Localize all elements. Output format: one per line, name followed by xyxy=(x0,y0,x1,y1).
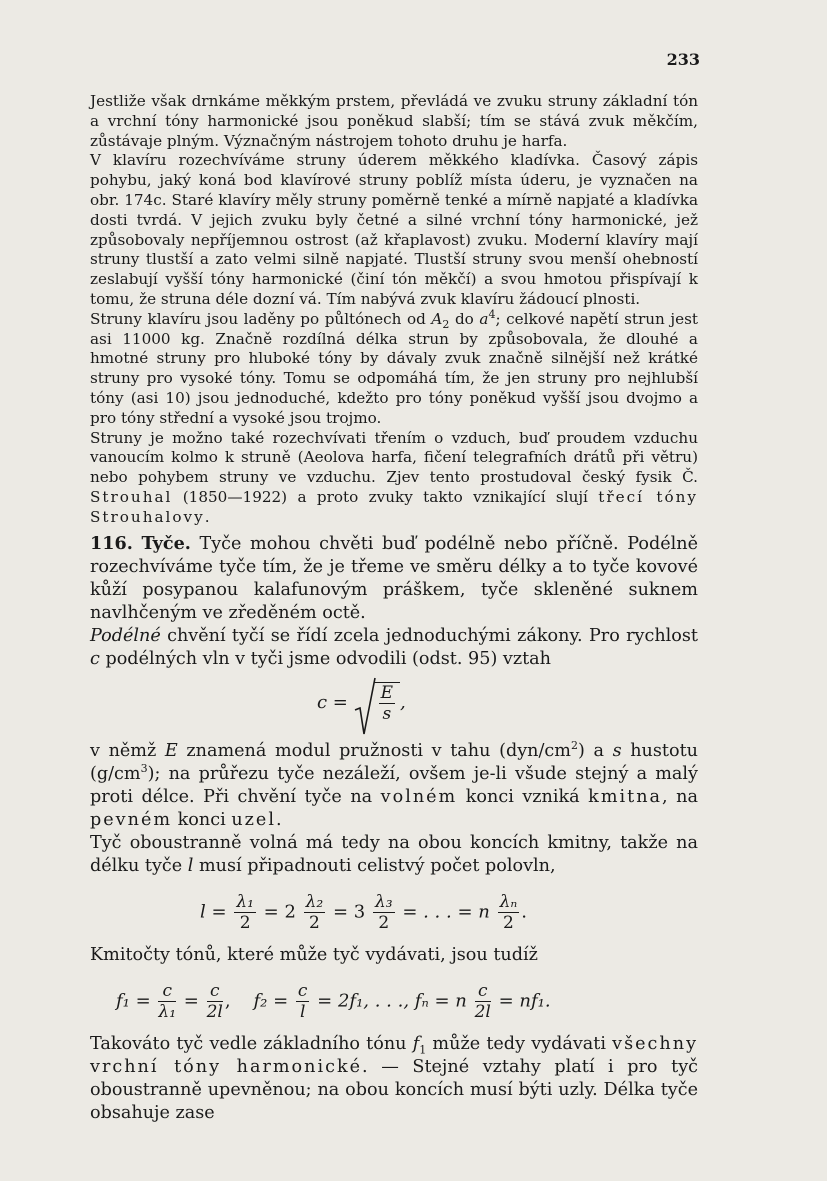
section-number: 116. xyxy=(90,533,133,554)
paragraph-modulus xyxy=(90,740,698,832)
text: , na xyxy=(662,787,698,808)
paragraph-strouhal xyxy=(90,429,698,528)
denominator: 2l xyxy=(206,1001,223,1022)
text: může tedy vydávati xyxy=(426,1033,613,1054)
superscript: 4 xyxy=(488,307,496,321)
eq-coef: = 3 xyxy=(332,901,366,923)
section-title: Tyče. xyxy=(141,533,191,554)
text: musí připadnouti celistvý počet polovln, xyxy=(193,855,556,876)
numerator: E xyxy=(380,683,394,704)
denominator: 2 xyxy=(239,912,251,933)
paragraph-longitudinal xyxy=(90,625,698,671)
text: ) a xyxy=(577,741,613,762)
subscript: 2 xyxy=(442,317,450,331)
page-number: 233 xyxy=(666,50,700,69)
symbol: c xyxy=(90,648,100,669)
section-paragraph xyxy=(90,533,698,625)
denominator: 2 xyxy=(503,912,514,933)
text: (1850—1922) a proto zvuky takto vznikající slují xyxy=(172,487,599,506)
text: v němž xyxy=(90,741,165,762)
text: . xyxy=(204,507,210,526)
symbol: f xyxy=(412,1033,420,1054)
text: konci vzniká xyxy=(457,787,589,808)
eq-symbol: l xyxy=(200,901,206,923)
paragraph-free-rod xyxy=(90,832,698,878)
eq-lhs: c = xyxy=(317,692,348,714)
text: hustotu (g/cm xyxy=(90,741,698,785)
eq-trail: , xyxy=(400,692,406,714)
text: ; celkové napětí strun jest asi 11000 kg. Značně rozdílná délka strun by způsobovala, že dlouhé a hmotné struny pro hluboké tóny by dávaly zvuk značně silnější než krátké struny pro vysoké tóny. Tomu se odpomáhá tím, že jen struny pro nejhlubší tóny (asi 10) jsou jednoduché, kdežto pro tóny poněkud vyšší jsou dvojmo a pro tóny střední a vysoké jsou trojmo. xyxy=(90,309,698,427)
symbol: s xyxy=(612,741,622,762)
numerator: λₙ xyxy=(499,891,518,912)
spaced-word: pevném xyxy=(90,810,173,831)
equation-velocity xyxy=(90,670,698,740)
paragraph-harmonics xyxy=(90,1033,698,1125)
main-text-block xyxy=(90,533,698,1124)
denominator: s xyxy=(382,704,392,725)
superscript: 2 xyxy=(570,739,578,753)
symbol: l xyxy=(187,855,194,876)
eq-lhs: f₂ = xyxy=(253,990,289,1012)
spaced-term: třecí tóny Strouhalovy xyxy=(90,487,698,526)
eq-coef: = 2 xyxy=(263,901,296,923)
text: podélných vln v tyči jsme odvodili (odst. 95) vztah xyxy=(99,648,551,669)
symbol: a xyxy=(479,309,489,328)
superscript: 3 xyxy=(140,762,148,776)
emphasis: Podélné xyxy=(90,625,161,646)
text: . xyxy=(275,810,282,831)
text: . — Stejné vztahy platí i pro tyč oboustranně upevněnou; na obou koncích musí býti uzly. Délka tyče obsahuje zase xyxy=(90,1056,698,1123)
numerator: c xyxy=(207,981,223,1002)
numerator: c xyxy=(158,981,176,1002)
spaced-name: Strouhal xyxy=(90,487,173,506)
eq-mid: = 2f₁, . . ., fₙ = n xyxy=(317,990,467,1012)
text: Takováto tyč vedle základního tónu xyxy=(90,1033,413,1054)
eq-sign: = xyxy=(211,901,227,923)
eq-lhs: f₁ = xyxy=(116,990,151,1012)
numerator: λ₂ xyxy=(305,891,324,912)
denominator: 2 xyxy=(378,912,390,933)
text: Struny je možno také rozechvívati třením o vzduch, buď proudem vzduchu vanoucím kolmo k struně (Aeolova harfa, fičení telegrafních drátů při větru) nebo pohybem struny ve vzduchu. Zjev tento prostudoval český fysik Č. xyxy=(90,428,698,487)
small-print-block xyxy=(90,92,698,528)
numerator: c xyxy=(475,981,491,1002)
text: Tyče mohou chvěti buď podélně nebo příčně. Podélně rozechvíváme tyče tím, že je třeme ve směru délky a to tyče kovové kůží posypanou kalafunovým práškem, tyče skleněné suknem navlhčeným ve zředěném octě. xyxy=(90,534,699,623)
text: znamená modul pružnosti v tahu (dyn/cm xyxy=(177,741,571,762)
text: konci xyxy=(172,810,232,831)
denominator: 2l xyxy=(474,1001,491,1022)
eq-end: . xyxy=(521,901,527,923)
spaced-phrase: všechny vrchní tóny harmonické xyxy=(90,1033,699,1077)
subscript: 1 xyxy=(419,1043,427,1057)
equation-wavelengths xyxy=(90,878,698,944)
spaced-word: uzel xyxy=(231,810,276,831)
eq-sign: = xyxy=(183,990,199,1012)
text: chvění tyčí se řídí zcela jednoduchými zákony. Pro rychlost xyxy=(160,625,698,646)
eq-end: = nf₁. xyxy=(498,990,551,1012)
spaced-word: volném xyxy=(380,787,458,808)
symbol: A xyxy=(431,309,443,328)
numerator: λ₃ xyxy=(374,891,393,912)
eq-sep: , xyxy=(224,990,231,1012)
paragraph-piano: V klavíru rozechvíváme struny úderem měkkého kladívka. Časový zápis pohybu, jaký koná bod klavírové struny poblíž místa úderu, je vyznačen na obr. 174c. Staré klavíry měly struny poměrně tenké a mírně napjaté a kladívka dosti tvrdá. V jejich zvuku byly četné a silné vrchní tóny harmonické, jež způsobovaly nepříjemnou ostrost (až křaplavost) zvuku. Moderní klavíry mají struny tlustší a zato velmi silně napjaté. Tlustší struny svou menší ohebností zeslabují vyšší tóny harmonické (činí tón měkčí) a svou hmotou přispívají k tomu, že struna déle dozní vá. Tím nabývá zvuk klavíru žádoucí plnosti. xyxy=(90,151,698,308)
text: Struny klavíru jsou laděny po půltónech od xyxy=(90,309,432,328)
denominator: 2 xyxy=(309,912,320,933)
text: Tyč oboustranně volná má tedy na obou koncích kmitny, takže na délku tyče xyxy=(90,833,698,876)
numerator: λ₁ xyxy=(236,891,254,912)
sqrt-sign-icon xyxy=(354,676,376,736)
numerator: c xyxy=(297,980,308,1001)
symbol: E xyxy=(164,741,178,762)
text: ); na průřezu tyče nezáleží, ovšem je-li všude stejný a malý proti délce. Při chvění tyče na xyxy=(90,764,698,808)
paragraph-harp: Jestliže však drnkáme měkkým prstem, převládá ve zvuku struny základní tón a vrchní tóny harmonické jsou poněkud slabší; tím se stává zvuk měkčím, zůstávaje plným. Význačným nástrojem tohoto druhu je harfa. xyxy=(90,92,698,150)
sqrt xyxy=(354,682,400,724)
denominator: l xyxy=(299,1001,306,1022)
spaced-word: kmitna xyxy=(588,787,663,808)
text: do xyxy=(449,309,480,328)
denominator: λ₁ xyxy=(158,1001,177,1022)
equation-frequencies xyxy=(90,967,698,1033)
paragraph-frequencies: Kmitočty tónů, které může tyč vydávati, jsou tudíž xyxy=(90,944,538,965)
eq-dots: = . . . = n xyxy=(402,901,490,923)
paragraph-piano-strings xyxy=(90,307,698,429)
